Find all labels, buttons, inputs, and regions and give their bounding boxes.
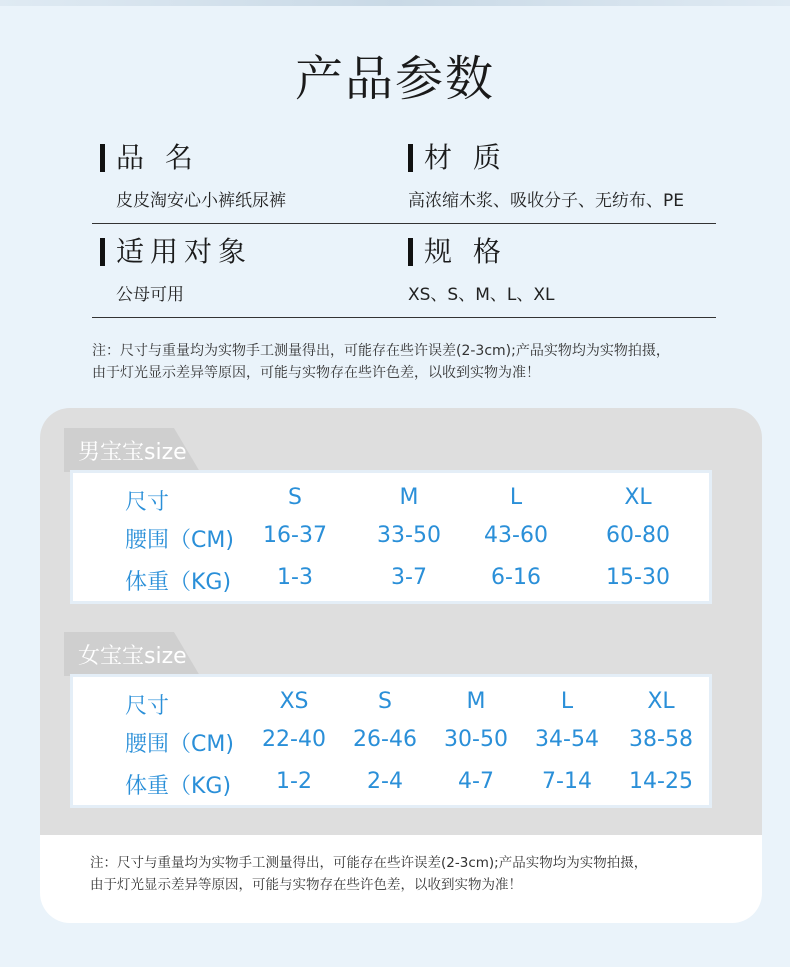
- male-tab-label: 男宝宝size: [78, 440, 187, 465]
- param-usage-label: 适用对象: [116, 235, 253, 268]
- size-cell-weight: 3-7: [391, 565, 427, 590]
- size-cell-weight: 1-3: [277, 565, 313, 590]
- label-bar: [408, 144, 413, 172]
- param-name: [92, 130, 392, 211]
- size-cell-waist: 43-60: [484, 523, 548, 548]
- param-name-value: 皮皮淘安心小裤纸尿裤: [116, 191, 286, 211]
- size-cell-weight: 14-25: [629, 769, 693, 794]
- note2-line-2: 由于灯光显示差异等原因，可能与实物存在些许色差，以收到实物为准！: [90, 877, 522, 893]
- size-cell-weight: 2-4: [367, 769, 403, 794]
- param-spec-label: 规 格: [424, 235, 507, 268]
- size-cell-waist: 60-80: [606, 523, 670, 548]
- size-cell-weight: 7-14: [542, 769, 592, 794]
- size-cell-size: XL: [624, 485, 652, 510]
- note2-line-1: 注：尺寸与重量均为实物手工测量得出，可能存在些许误差(2-3cm);产品实物均为实物拍摄，: [90, 855, 648, 871]
- size-cell-size: XL: [647, 689, 675, 714]
- size-cell-weight: 4-7: [458, 769, 494, 794]
- note-line-2: 由于灯光显示差异等原因，可能与实物存在些许色差，以收到实物为准！: [92, 365, 540, 381]
- size-cell-weight: 6-16: [491, 565, 541, 590]
- params-row-1: [92, 130, 716, 224]
- size-cell-size: M: [399, 485, 419, 510]
- male-size-table: [70, 470, 712, 604]
- measurement-note: [92, 340, 732, 384]
- size-cell-size: S: [378, 689, 392, 714]
- param-spec-value: XS、S、M、L、XL: [408, 285, 555, 305]
- female-size-table: [70, 674, 712, 808]
- params-row-2: [92, 224, 716, 318]
- row-label: 体重（KG): [125, 570, 232, 595]
- top-band: [0, 0, 790, 6]
- size-cell-size: S: [288, 485, 302, 510]
- product-params: [92, 130, 716, 318]
- row-label: 体重（KG): [125, 774, 232, 799]
- size-cell-size: M: [466, 689, 486, 714]
- size-cell-weight: 15-30: [606, 565, 670, 590]
- size-cell-waist: 22-40: [262, 727, 326, 752]
- row-label: 尺寸: [125, 490, 170, 515]
- size-cell-size: L: [509, 485, 523, 510]
- size-cell-size: L: [560, 689, 574, 714]
- param-usage: [92, 224, 392, 305]
- size-cell-weight: 1-2: [276, 769, 312, 794]
- note-line-1: 注：尺寸与重量均为实物手工测量得出，可能存在些许误差(2-3cm);产品实物均为实物拍摄，: [92, 343, 670, 359]
- size-cell-waist: 26-46: [353, 727, 417, 752]
- param-name-label: 品 名: [116, 141, 199, 174]
- size-cell-waist: 33-50: [377, 523, 441, 548]
- param-material-value: 高浓缩木浆、吸收分子、无纺布、PE: [408, 191, 684, 211]
- param-usage-value: 公母可用: [116, 285, 184, 305]
- param-material-label: 材 质: [424, 141, 507, 174]
- page-title: 产品参数: [294, 51, 495, 107]
- row-label: 腰围（CM): [125, 528, 234, 553]
- row-label: 尺寸: [125, 694, 170, 719]
- row-label: 腰围（CM): [125, 732, 234, 757]
- size-cell-size: XS: [279, 689, 309, 714]
- size-cell-waist: 38-58: [629, 727, 693, 752]
- female-tab-label: 女宝宝size: [78, 644, 187, 669]
- label-bar: [100, 238, 105, 266]
- measurement-note-bottom: [90, 852, 750, 896]
- label-bar: [100, 144, 105, 172]
- female-size-tab: [64, 632, 200, 676]
- label-bar: [408, 238, 413, 266]
- size-cell-waist: 34-54: [535, 727, 599, 752]
- param-spec: [400, 224, 716, 305]
- size-cell-waist: 16-37: [263, 523, 327, 548]
- size-cell-waist: 30-50: [444, 727, 508, 752]
- param-material: [400, 130, 716, 211]
- male-size-tab: [64, 428, 200, 472]
